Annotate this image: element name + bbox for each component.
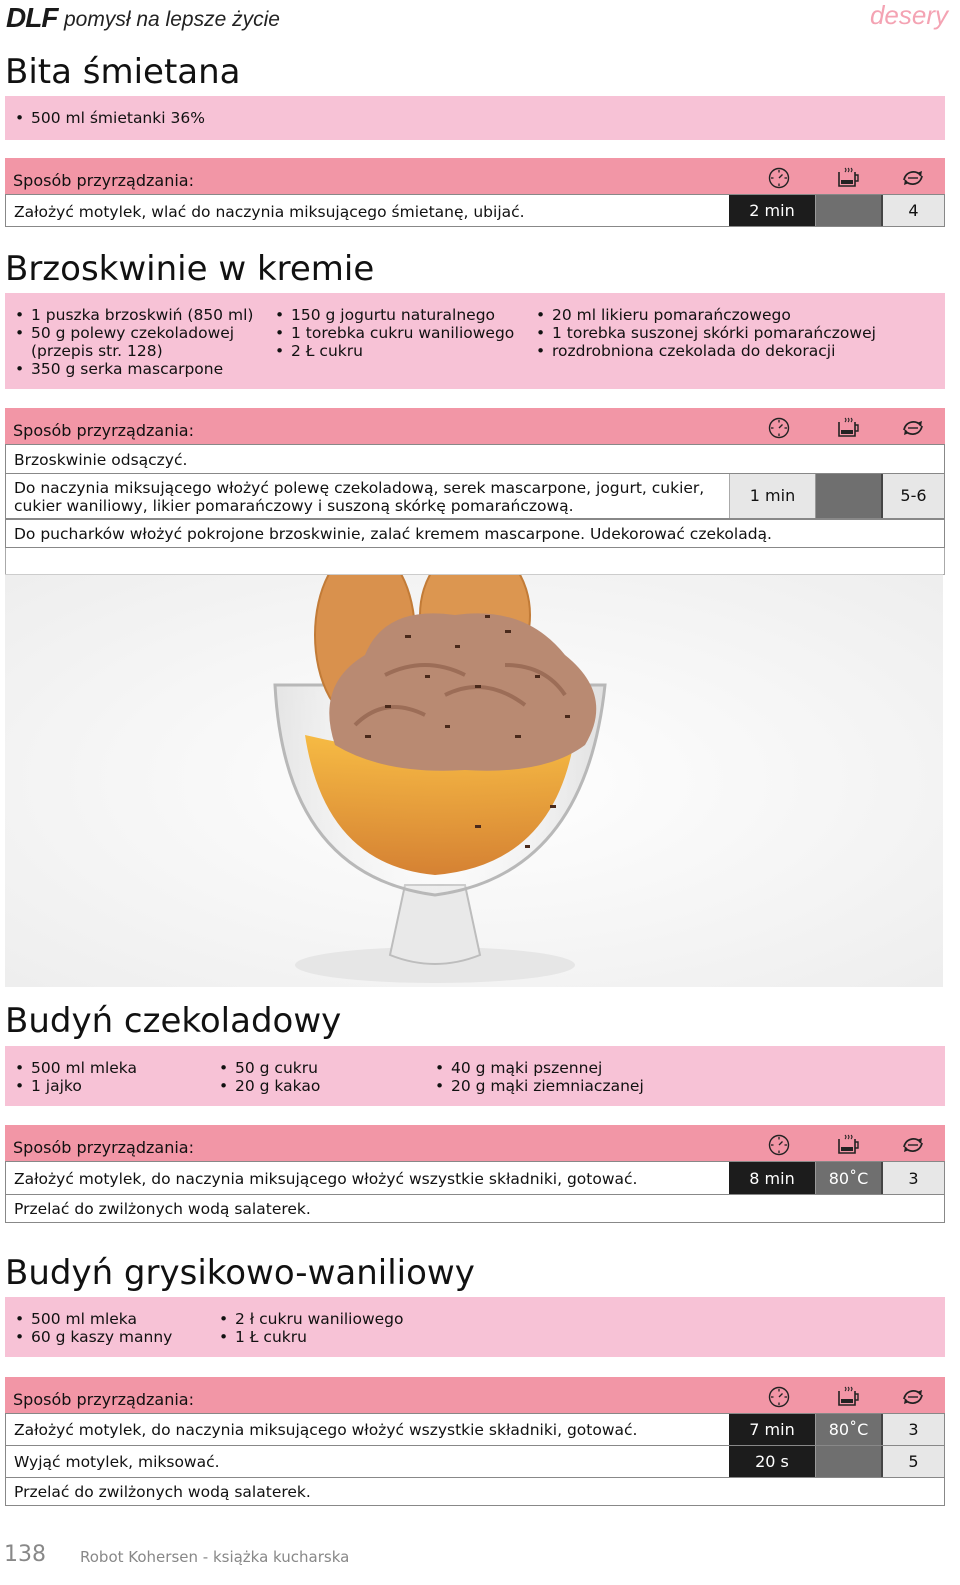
speed-icon — [901, 1385, 925, 1409]
step-temperature — [815, 1446, 881, 1477]
ingredient-item: • 20 ml likieru pomarańczowego — [526, 306, 876, 324]
ingredient-item: • 500 ml mleka — [5, 1059, 137, 1077]
step-text: Przelać do zwilżonych wodą salaterek. — [14, 1483, 311, 1501]
ingredient-item: • 60 g kaszy manny — [5, 1328, 172, 1346]
ingredients-list — [5, 1310, 172, 1346]
step-text: Założyć motylek, wlać do naczynia miksującego śmietanę, ubijać. — [14, 203, 525, 221]
ingredient-item: • 500 ml mleka — [5, 1310, 172, 1328]
ingredients-list — [265, 306, 514, 360]
ingredient-item: • 350 g serka mascarpone — [5, 360, 260, 378]
method-header — [5, 1377, 945, 1413]
method-step — [5, 1194, 945, 1223]
ingredient-item: • 500 ml śmietanki 36% — [5, 109, 205, 127]
ingredients-panel — [5, 1297, 945, 1357]
timer-icon — [767, 1133, 791, 1157]
ingredient-item: • 40 g mąki pszennej — [425, 1059, 644, 1077]
ingredient-item: • 150 g jogurtu naturalnego — [265, 306, 514, 324]
recipe-title: Brzoskwinie w kremie — [5, 249, 375, 289]
ingredient-item: • 1 jajko — [5, 1077, 137, 1095]
step-time: 8 min — [729, 1162, 815, 1194]
ingredients-list — [209, 1059, 320, 1095]
category-label: desery — [869, 0, 948, 30]
ingredient-item: • 1 torebka suszonej skórki pomarańczowej — [526, 324, 876, 342]
step-text: Przelać do zwilżonych wodą salaterek. — [14, 1200, 311, 1218]
step-time: 20 s — [729, 1446, 815, 1477]
step-speed: 5 — [881, 1446, 944, 1477]
speed-icon — [901, 166, 925, 190]
method-header — [5, 408, 945, 444]
brand-tagline: pomysł na lepsze życie — [64, 8, 280, 31]
ingredients-list — [5, 109, 205, 127]
method-step — [5, 1413, 945, 1445]
ingredient-item: • 50 g cukru — [209, 1059, 320, 1077]
ingredients-list — [5, 306, 260, 378]
method-label: Sposób przyrządzania: — [13, 1390, 194, 1409]
ingredient-item: • 20 g kakao — [209, 1077, 320, 1095]
thermometer-icon — [835, 416, 859, 440]
recipe-title: Budyń grysikowo-waniliowy — [5, 1253, 475, 1293]
dessert-photo — [5, 574, 943, 987]
method-header — [5, 1125, 945, 1161]
ingredients-list — [5, 1059, 137, 1095]
method-label: Sposób przyrządzania: — [13, 171, 194, 190]
method-step — [5, 519, 945, 548]
ingredients-list — [526, 306, 876, 360]
timer-icon — [767, 1385, 791, 1409]
ingredient-item: • 20 g mąki ziemniaczanej — [425, 1077, 644, 1095]
step-speed: 3 — [881, 1162, 944, 1194]
timer-icon — [767, 166, 791, 190]
ingredients-list — [425, 1059, 644, 1095]
step-text: Założyć motylek, do naczynia miksującego włożyć wszystkie składniki, gotować. — [14, 1170, 638, 1188]
step-time: 2 min — [729, 195, 815, 226]
ingredients-list — [209, 1310, 404, 1346]
dessert-illustration — [5, 575, 943, 987]
step-text: Założyć motylek, do naczynia miksującego włożyć wszystkie składniki, gotować. — [14, 1421, 638, 1439]
timer-icon — [767, 416, 791, 440]
method-label: Sposób przyrządzania: — [13, 1138, 194, 1157]
ingredients-panel — [5, 96, 945, 140]
method-step — [5, 473, 945, 519]
step-text: Wyjąć motylek, miksować. — [14, 1453, 220, 1471]
ingredient-item: • 1 torebka cukru waniliowego — [265, 324, 514, 342]
step-text: Brzoskwinie odsączyć. — [14, 451, 188, 469]
step-time: 1 min — [729, 474, 815, 518]
thermometer-icon — [835, 166, 859, 190]
ingredients-panel — [5, 293, 945, 389]
ingredient-item: • rozdrobniona czekolada do dekoracji — [526, 342, 876, 360]
ingredient-item: • 2 Ł cukru — [265, 342, 514, 360]
method-step — [5, 1477, 945, 1506]
method-header — [5, 158, 945, 194]
step-temperature — [815, 474, 881, 518]
book-title: Robot Kohersen - książka kucharska — [80, 1548, 350, 1566]
step-temperature: 80˚C — [815, 1414, 881, 1445]
step-speed: 3 — [881, 1414, 944, 1445]
step-speed: 4 — [881, 195, 944, 226]
method-label: Sposób przyrządzania: — [13, 421, 194, 440]
recipe-title: Bita śmietana — [5, 52, 241, 92]
ingredient-item: • 1 puszka brzoskwiń (850 ml) — [5, 306, 260, 324]
step-time: 7 min — [729, 1414, 815, 1445]
step-temperature — [815, 195, 881, 226]
method-step — [5, 1161, 945, 1194]
ingredient-item: • 1 Ł cukru — [209, 1328, 404, 1346]
brand-logo: DLF — [6, 2, 58, 33]
page-number: 138 — [4, 1542, 46, 1567]
ingredient-item: • 2 ł cukru waniliowego — [209, 1310, 404, 1328]
recipe-title: Budyń czekoladowy — [5, 1001, 342, 1041]
step-speed: 5-6 — [881, 474, 944, 518]
ingredients-panel — [5, 1046, 945, 1106]
thermometer-icon — [835, 1385, 859, 1409]
speed-icon — [901, 416, 925, 440]
photo-frame — [5, 548, 945, 575]
method-step — [5, 1445, 945, 1477]
step-temperature: 80˚C — [815, 1162, 881, 1194]
ingredient-item: • 50 g polewy czekoladowej (przepis str. 128) — [5, 324, 260, 360]
speed-icon — [901, 1133, 925, 1157]
method-step — [5, 444, 945, 473]
thermometer-icon — [835, 1133, 859, 1157]
step-text: Do pucharków włożyć pokrojone brzoskwinie, zalać kremem mascarpone. Udekorować czekoladą. — [14, 525, 772, 543]
method-step — [5, 194, 945, 227]
step-text: Do naczynia miksującego włożyć polewę czekoladową, serek mascarpone, jogurt, cukier, cukier waniliowy, likier pomarańczowy i suszoną skórkę pomarańczową. — [14, 479, 705, 515]
